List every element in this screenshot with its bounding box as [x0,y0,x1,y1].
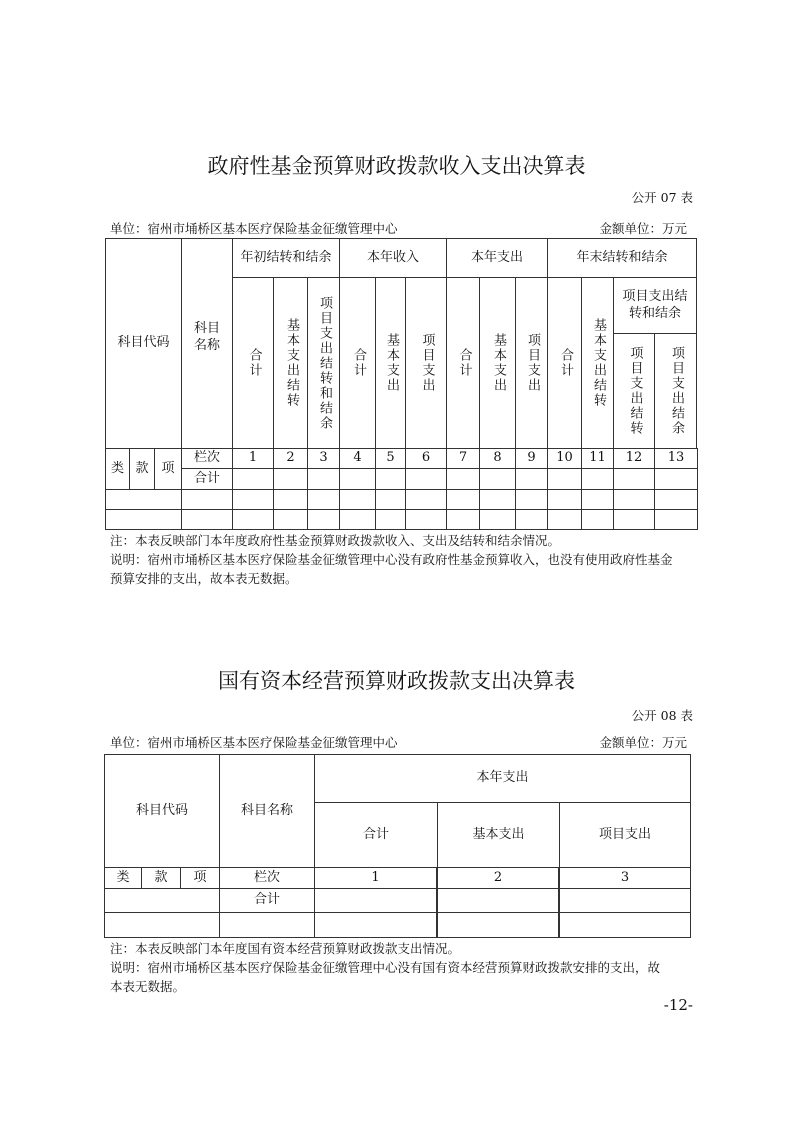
table2-explain-line1: 说明：宿州市埇桥区基本医疗保险基金征缴管理中心没有国有资本经营预算财政拨款安排的支出，故 [110,960,661,975]
table-row-value-cell [314,888,437,913]
t1-group-begin: 年初结转和结余 [232,238,340,278]
t1-sub-project-carry-balance: 项目支出结转和结余 [307,277,340,449]
column-number-cell: 1 [314,867,437,889]
column-number-cell: 7 [446,448,480,469]
column-number-cell: 6 [405,448,447,469]
t1-header-name: 科目 名称 [181,238,233,449]
t1-sub-basic-income: 基本支出 [375,277,406,449]
column-number-cell: 10 [547,448,582,469]
t1-sub-basic-carry: 基本支出结转 [273,277,308,449]
table-row-value-cell [559,912,691,938]
t1-sub-project-carry: 项目支出结转 [613,333,655,449]
table-row-code-cell [105,489,182,510]
table1-amount-unit: 金额单位：万元 [599,221,687,236]
table-row-value-cell [547,489,582,510]
column-number-cell: 9 [515,448,548,469]
table2-explain-line2: 本表无数据。 [110,979,186,994]
table-row-value-cell [547,509,582,530]
table1-form-number: 公开 07 表 [631,190,693,205]
t2-sub-project: 项目支出 [559,802,691,868]
t1-sub-project-balance: 项目支出结余 [654,333,697,449]
column-number-cell: 2 [273,448,308,469]
t1-sub-project-group: 项目支出结转和结余 [613,277,697,334]
table-row-value-cell [654,509,698,530]
sum-row-cell [375,468,406,490]
table-row-value-cell [339,489,376,510]
table-row-value-cell [437,888,559,913]
table2-note: 注：本表反映部门本年度国有资本经营预算财政拨款支出情况。 [110,941,461,956]
t2-empty-name [219,912,315,938]
t2-kuan: 款 [141,867,181,889]
column-number-cell: 3 [559,867,691,889]
table1-title: 政府性基金预算财政拨款收入支出决算表 [207,154,586,178]
column-number-cell: 2 [437,867,559,889]
table-row-value-cell [375,509,406,530]
table-row-value-cell [559,888,691,913]
table-row-value-cell [314,912,437,938]
sum-row-cell [479,468,516,490]
table2-amount-unit: 金额单位：万元 [599,735,687,750]
t1-sub-total-3: 合计 [446,277,480,449]
t2-group-expense: 本年支出 [314,754,691,803]
t2-sub-basic: 基本支出 [437,802,560,868]
t2-xiang: 项 [180,867,220,889]
table-row-value-cell [479,509,516,530]
table-row-value-cell [515,509,548,530]
sum-row-cell [613,468,655,490]
table2-title: 国有资本经营预算财政拨款支出决算表 [218,669,575,693]
sum-row-cell [232,468,274,490]
column-number-cell: 11 [581,448,614,469]
t1-sub-project-income: 项目支出 [405,277,447,449]
sum-row-cell [581,468,614,490]
sum-row-cell [307,468,340,490]
column-number-cell: 4 [339,448,376,469]
t1-sum-label: 合计 [181,468,233,490]
table2-unit: 单位：宿州市埇桥区基本医疗保险基金征缴管理中心 [110,735,398,750]
table-row-value-cell [405,509,447,530]
sum-row-cell [405,468,447,490]
t2-empty-code [104,912,220,938]
column-number-cell: 8 [479,448,516,469]
sum-row-cell [273,468,308,490]
t1-sub-total-2: 合计 [339,277,376,449]
t1-sub-total-4: 合计 [547,277,582,449]
t2-lei: 类 [104,867,142,889]
t1-group-end: 年末结转和结余 [547,238,697,278]
table-row-value-cell [581,509,614,530]
t1-group-expense: 本年支出 [446,238,548,278]
table-row-value-cell [515,489,548,510]
table-row-value-cell [446,489,480,510]
t1-sub-project-exp: 项目支出 [515,277,548,449]
table-row-value-cell [613,509,655,530]
t2-column-no-label: 栏次 [219,867,315,889]
table1-explain-line2: 预算安排的支出，故本表无数据。 [110,571,298,586]
t1-group-income: 本年收入 [339,238,447,278]
sum-row-cell [515,468,548,490]
t1-sub-basic-carry-end: 基本支出结转 [581,277,614,449]
t1-sub-basic-exp: 基本支出 [479,277,516,449]
t1-column-no-label: 栏次 [181,448,233,469]
table-row-value-cell [405,489,447,510]
t2-sum-label: 合计 [219,888,315,913]
sum-row-cell [654,468,698,490]
t2-header-code: 科目代码 [104,754,220,868]
table-row-value-cell [307,509,340,530]
column-number-cell: 3 [307,448,340,469]
column-number-cell: 13 [654,448,698,469]
column-number-cell: 12 [613,448,655,469]
table-row-code-cell [105,509,182,530]
table1-note: 注：本表反映部门本年度政府性基金预算财政拨款收入、支出及结转和结余情况。 [110,533,561,548]
sum-row-cell [446,468,480,490]
sum-row-cell [547,468,582,490]
table-row-name-cell [181,489,233,510]
table1-explain-line1: 说明：宿州市埇桥区基本医疗保险基金征缴管理中心没有政府性基金预算收入，也没有使用政府性基金 [110,552,673,567]
column-number-cell: 1 [232,448,274,469]
t1-lei: 类 [105,448,130,490]
t2-sub-total: 合计 [314,802,438,868]
table-row-value-cell [232,489,274,510]
sum-row-cell [339,468,376,490]
table-row-value-cell [273,509,308,530]
table1-unit: 单位：宿州市埇桥区基本医疗保险基金征缴管理中心 [110,221,398,236]
table-row-value-cell [479,489,516,510]
table-row-value-cell [339,509,376,530]
table2-form-number: 公开 08 表 [631,708,693,723]
table-row-value-cell [613,489,655,510]
t1-xiang: 项 [154,448,182,490]
table-row-value-cell [581,489,614,510]
table-row-value-cell [446,509,480,530]
table-row-value-cell [273,489,308,510]
page-number: -12- [663,996,693,1014]
table-row-value-cell [307,489,340,510]
table-row-name-cell [181,509,233,530]
column-number-cell: 5 [375,448,406,469]
table-row-value-cell [232,509,274,530]
t2-sum-code [104,888,220,913]
t1-kuan: 款 [129,448,155,490]
table-row-value-cell [375,489,406,510]
t1-header-code: 科目代码 [105,238,182,449]
t1-sub-total-1: 合计 [232,277,274,449]
t2-header-name: 科目名称 [219,754,315,868]
table-row-value-cell [654,489,698,510]
table-row-value-cell [437,912,559,938]
